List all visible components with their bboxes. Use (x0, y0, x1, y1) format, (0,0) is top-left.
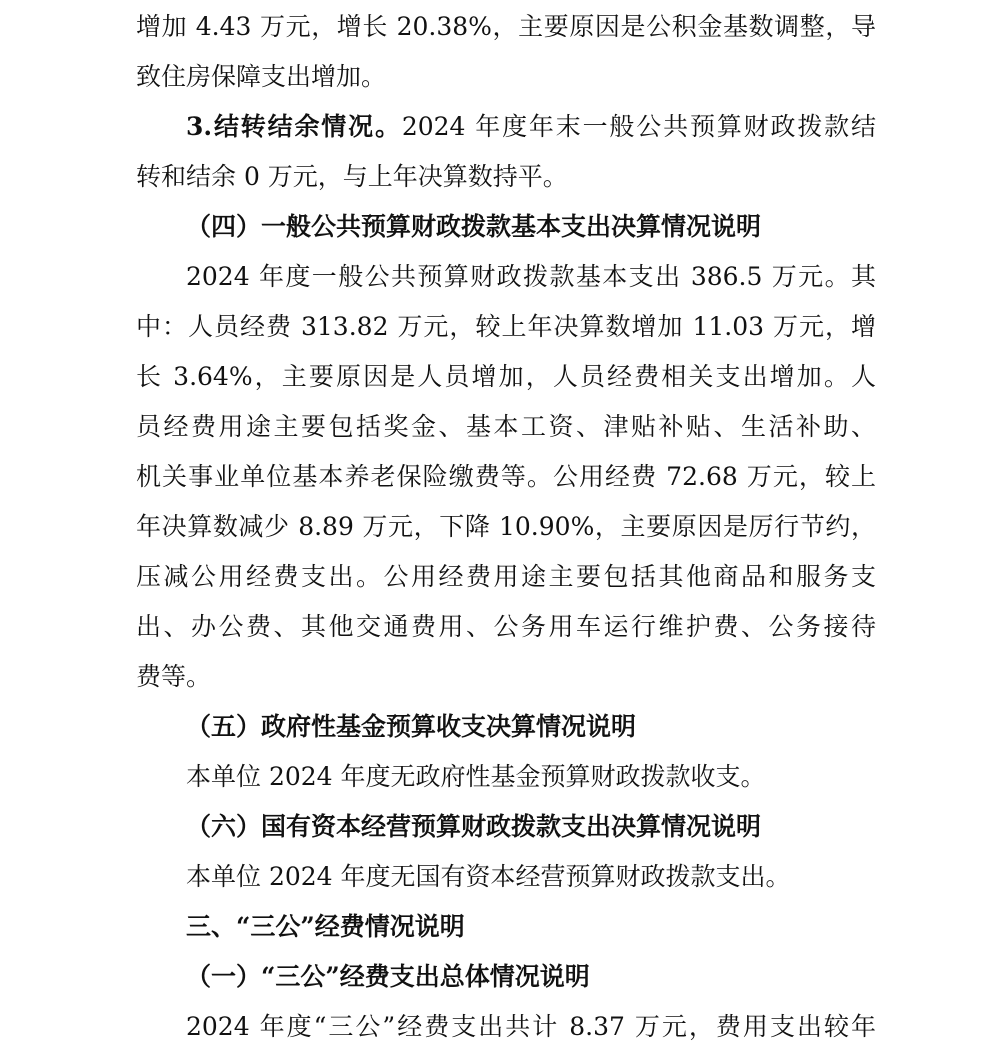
paragraph-line: 机关事业单位基本养老保险缴费等。公用经费 72.68 万元，较上 (136, 462, 876, 491)
paragraph-line: 员经费用途主要包括奖金、基本工资、津贴补贴、生活补助、 (136, 412, 876, 441)
paragraph-line: 长 3.64%，主要原因是人员增加，人员经费相关支出增加。人 (136, 362, 876, 391)
paragraph-line: 2024 年度“三公”经费支出共计 8.37 万元，费用支出较年 (186, 1012, 876, 1041)
paragraph-line (186, 110, 876, 144)
paragraph-line: 增加 4.43 万元，增长 20.38%，主要原因是公积金基数调整，导 (136, 12, 876, 41)
paragraph-line: 中：人员经费 313.82 万元，较上年决算数增加 11.03 万元，增 (136, 312, 876, 341)
paragraph-line: 出、办公费、其他交通费用、公务用车运行维护费、公务接待 (136, 612, 876, 641)
paragraph-line: 费等。 (136, 662, 212, 691)
paragraph-line: 致住房保障支出增加。 (136, 62, 387, 91)
chapter-heading: 三、“三公”经费情况说明 (186, 912, 465, 941)
paragraph-line: 本单位 2024 年度无政府性基金预算财政拨款收支。 (186, 762, 766, 791)
section-heading: （一）“三公”经费支出总体情况说明 (186, 962, 590, 991)
paragraph-line: 年决算数减少 8.89 万元，下降 10.90%，主要原因是厉行节约， (136, 512, 876, 541)
paragraph-text: 2024 年度年末一般公共预算财政拨款结 (401, 112, 876, 141)
section-heading-inline: 3.结转结余情况。 (186, 112, 402, 141)
paragraph-line: 本单位 2024 年度无国有资本经营预算财政拨款支出。 (186, 862, 791, 891)
paragraph-line: 转和结余 0 万元，与上年决算数持平。 (136, 162, 568, 191)
section-heading: （六）国有资本经营预算财政拨款支出决算情况说明 (186, 812, 762, 841)
paragraph-line: 压减公用经费支出。公用经费用途主要包括其他商品和服务支 (136, 562, 876, 591)
section-heading: （五）政府性基金预算收支决算情况说明 (186, 712, 637, 741)
paragraph-line: 2024 年度一般公共预算财政拨款基本支出 386.5 万元。其 (186, 262, 876, 291)
section-heading: （四）一般公共预算财政拨款基本支出决算情况说明 (186, 212, 762, 241)
